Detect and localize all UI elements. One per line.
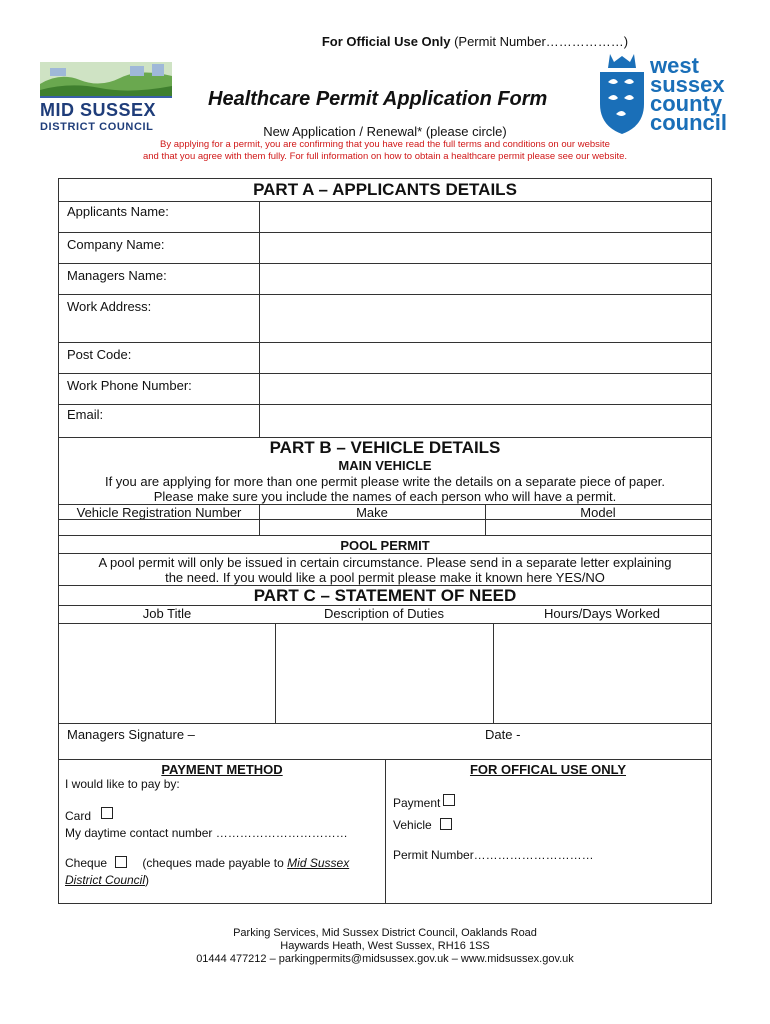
vehicle-note-2: Please make sure you include the names of each person who will have a permit.: [153, 489, 617, 504]
official-payment: Payment: [393, 796, 455, 810]
countryside-logo-icon: [40, 62, 172, 98]
col-make: Make: [356, 505, 388, 520]
main-vehicle-heading: MAIN VEHICLE: [338, 458, 432, 473]
company-name-field[interactable]: [259, 233, 260, 264]
managers-name-row: [59, 263, 711, 295]
work-address-row: [59, 294, 711, 343]
signature-row[interactable]: [59, 723, 711, 760]
work-address-label: Work Address:: [67, 299, 152, 314]
post-code-field[interactable]: [259, 343, 260, 374]
work-phone-field[interactable]: [259, 374, 260, 405]
col-hours: Hours/Days Worked: [543, 606, 661, 621]
vehicle-entry-row[interactable]: [59, 519, 711, 536]
vehicle-columns-row: [59, 504, 711, 520]
post-code-label: Post Code:: [67, 347, 132, 362]
email-field[interactable]: [259, 405, 260, 438]
part-a-heading: PART A – APPLICANTS DETAILS: [253, 180, 517, 199]
post-code-row: [59, 342, 711, 374]
col-model: Model: [580, 505, 616, 520]
cheque-checkbox[interactable]: [115, 856, 127, 868]
terms-disclaimer: By applying for a permit, you are confirming that you have read the full terms and conditions on our website and that you agree with them fully. For full information on how to obtain a healthcare permit please see our website.: [142, 139, 628, 162]
logo-text-mid-sussex: MID SUSSEX: [40, 100, 157, 120]
need-entry-row: [59, 623, 711, 724]
pool-permit-heading: POOL PERMIT: [340, 538, 430, 553]
application-form: [58, 178, 712, 904]
email-label: Email:: [67, 407, 104, 422]
official-use-header: For Official Use Only (Permit Number………………): [321, 34, 629, 49]
payment-section: [59, 759, 711, 904]
managers-name-field[interactable]: [259, 264, 260, 295]
work-phone-label: Work Phone Number:: [67, 378, 192, 393]
company-name-label: Company Name:: [67, 237, 165, 252]
vehicle-note-1: If you are applying for more than one permit please write the details on a separate piece of paper.: [104, 474, 666, 489]
work-address-field[interactable]: [259, 295, 260, 343]
official-use-heading: FOR OFFICAL USE ONLY: [469, 762, 626, 777]
col-job-title: Job Title: [142, 606, 192, 621]
part-c-heading: PART C – STATEMENT OF NEED: [59, 585, 711, 606]
payment-method-heading: PAYMENT METHOD: [161, 762, 283, 777]
part-b-heading: PART B – VEHICLE DETAILS: [59, 437, 711, 458]
applicants-name-label: Applicants Name:: [67, 204, 169, 219]
vehicle-checkbox[interactable]: [440, 818, 452, 830]
managers-name-label: Managers Name:: [67, 268, 167, 283]
work-phone-row: [59, 373, 711, 405]
official-permit-number: Permit Number…………………………: [393, 848, 594, 862]
pool-permit-text: A pool permit will only be issued in certain circumstance. Please send in a separate letter explaining the need. If you would like a pool permit please make it known here YES/NO: [59, 553, 711, 586]
signature-label: Managers Signature –: [67, 727, 195, 742]
payment-intro: I would like to pay by:: [65, 777, 180, 791]
card-checkbox[interactable]: [101, 807, 113, 819]
payment-checkbox[interactable]: [443, 794, 455, 806]
col-registration: Vehicle Registration Number: [76, 505, 242, 520]
date-label: Date -: [485, 727, 521, 742]
daytime-contact: My daytime contact number ……………………………: [65, 826, 348, 840]
email-row: [59, 404, 711, 438]
applicants-name-row: [59, 201, 711, 233]
pool-permit-section: [59, 535, 711, 554]
page-title: Healthcare Permit Application Form: [208, 88, 548, 110]
footer-address: Parking Services, Mid Sussex District Council, Oaklands Road Haywards Heath, West Sussex, RH16 1SS 01444 477212 – parkingpermits@midsussex.gov.uk – www.midsussex.gov.uk: [196, 927, 574, 965]
application-type: New Application / Renewal* (please circle): [263, 124, 507, 139]
company-name-row: [59, 232, 711, 264]
logo-text-wscc: west sussex county council: [650, 53, 728, 135]
logo-text-district-council: DISTRICT COUNCIL: [40, 121, 154, 133]
col-duties: Description of Duties: [324, 606, 444, 621]
cheque-option[interactable]: Cheque (cheques made payable to Mid Sussex District Council): [65, 856, 350, 887]
applicants-name-field[interactable]: [259, 202, 260, 233]
official-vehicle: Vehicle: [393, 818, 452, 832]
need-columns-row: [59, 605, 711, 624]
card-option[interactable]: Card: [65, 809, 113, 823]
